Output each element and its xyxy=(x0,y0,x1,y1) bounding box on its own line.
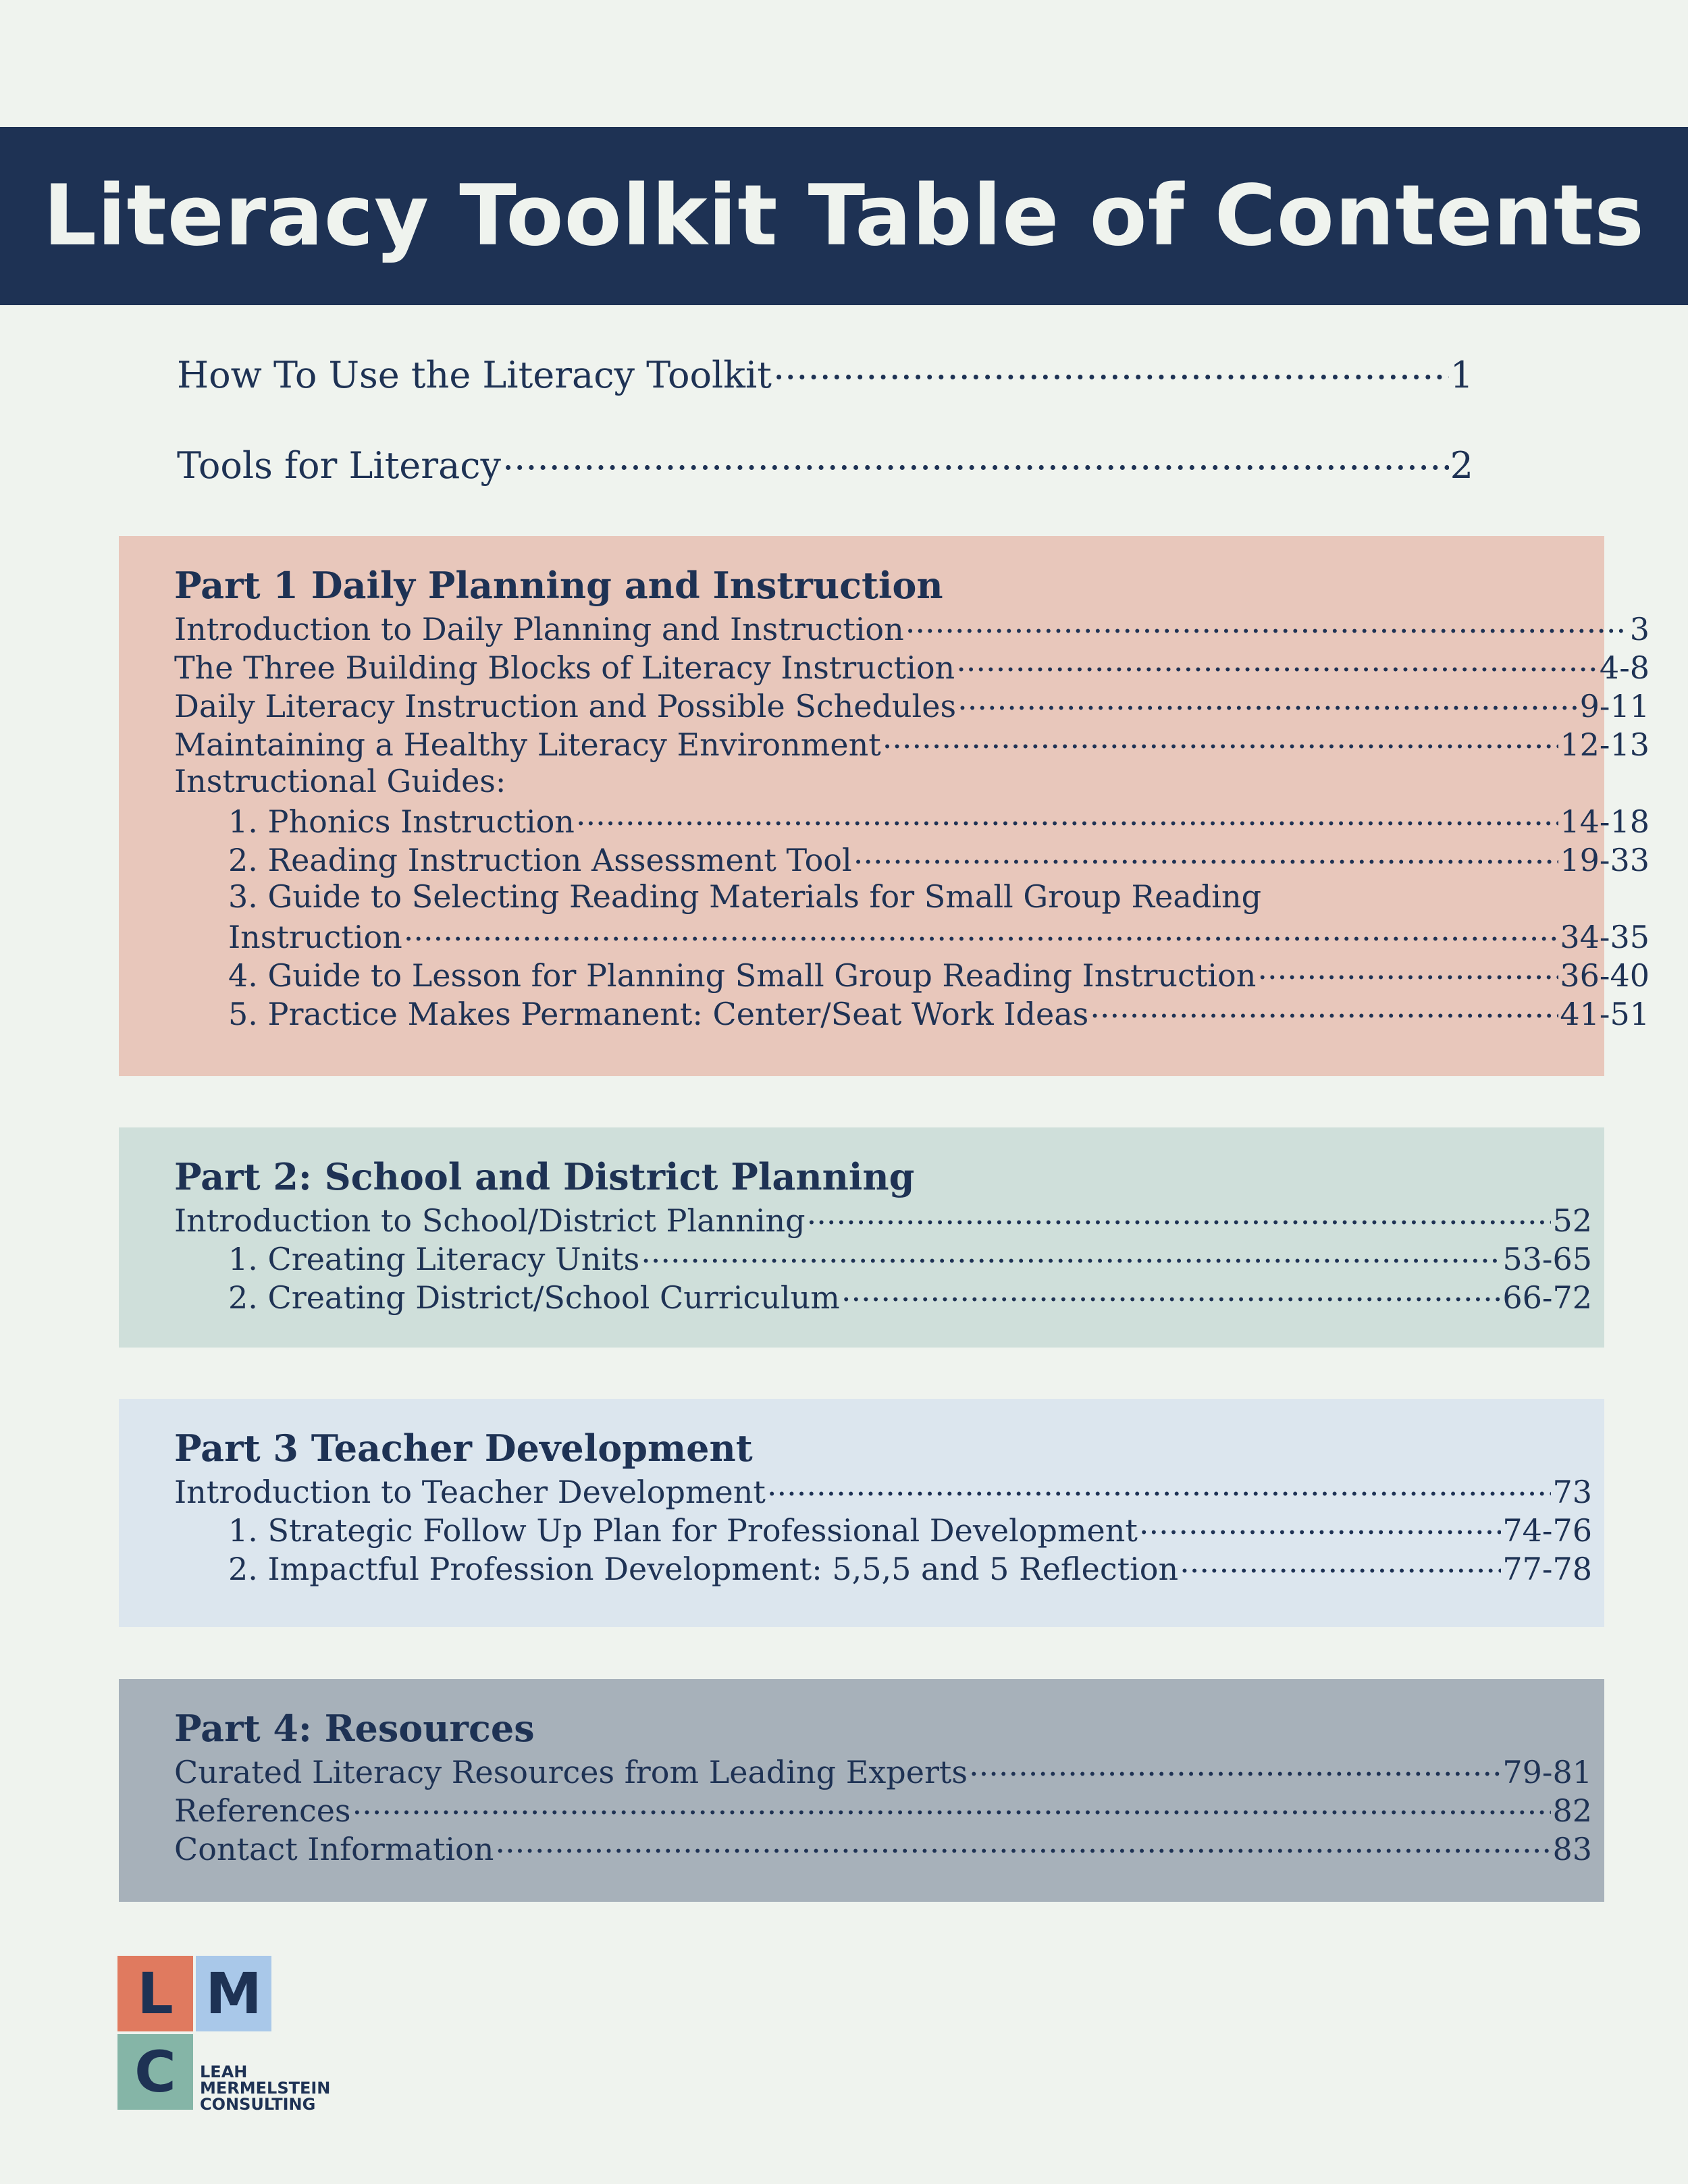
toc-page: 2 xyxy=(1450,444,1473,487)
logo-tile-c: C xyxy=(117,2034,193,2110)
part-1-section xyxy=(119,536,1650,1076)
dot-leader xyxy=(853,840,1559,871)
toc-label: The Three Building Blocks of Literacy Instruction xyxy=(174,649,955,686)
dot-leader xyxy=(882,724,1559,755)
part-3-entries xyxy=(174,1472,1592,1587)
toc-subentry[interactable] xyxy=(174,1239,1592,1277)
dot-leader xyxy=(841,1277,1502,1308)
toc-page: 3 xyxy=(1629,611,1650,647)
part-4-entries xyxy=(174,1752,1592,1867)
logo-name-line: CONSULTING xyxy=(200,2095,316,2114)
part-2-heading: Part 2: School and District Planning xyxy=(174,1155,915,1198)
dot-leader xyxy=(352,1790,1552,1821)
dot-leader xyxy=(641,1239,1501,1270)
part-2-entries xyxy=(174,1200,1592,1316)
dot-leader xyxy=(957,686,1579,717)
toc-label: Introduction to Daily Planning and Instruction xyxy=(174,611,904,647)
toc-page: 36-40 xyxy=(1560,957,1650,994)
toc-entry[interactable] xyxy=(174,1200,1592,1239)
toc-page: 73 xyxy=(1552,1474,1592,1510)
toc-label: Maintaining a Healthy Literacy Environment xyxy=(174,726,881,763)
toc-label: 2. Creating District/School Curriculum xyxy=(228,1279,840,1316)
toc-label: Curated Literacy Resources from Leading Experts xyxy=(174,1754,968,1790)
toc-label: 1. Creating Literacy Units xyxy=(228,1241,640,1277)
part-3-heading: Part 3 Teacher Development xyxy=(174,1427,753,1470)
toc-subentry-continuation[interactable] xyxy=(174,917,1650,955)
toc-page: 41-51 xyxy=(1560,996,1650,1032)
logo-tile-m: M xyxy=(196,1956,271,2031)
toc-label: Tools for Literacy xyxy=(177,444,502,487)
toc-label: How To Use the Literacy Toolkit xyxy=(177,354,772,396)
toc-entry[interactable] xyxy=(174,724,1650,763)
toc-page: 74-76 xyxy=(1502,1512,1592,1549)
toc-page: 19-33 xyxy=(1560,842,1650,878)
toc-subentry[interactable] xyxy=(174,994,1650,1032)
toc-entry[interactable] xyxy=(174,1472,1592,1510)
dot-leader xyxy=(969,1752,1501,1783)
toc-subentry[interactable] xyxy=(174,801,1650,840)
toc-subentry-label[interactable]: 3. Guide to Selecting Reading Materials for Small Group Reading xyxy=(228,878,1262,915)
toc-label: Daily Literacy Instruction and Possible Schedules xyxy=(174,688,957,724)
logo-name-line: LEAH xyxy=(200,2062,248,2081)
toc-label: 1. Phonics Instruction xyxy=(228,803,575,840)
toc-label: Introduction to Teacher Development xyxy=(174,1474,766,1510)
dot-leader xyxy=(767,1472,1552,1503)
part-4-heading: Part 4: Resources xyxy=(174,1707,535,1750)
toc-page: 12-13 xyxy=(1560,726,1650,763)
toc-entry[interactable] xyxy=(174,647,1650,686)
logo-tile-l: L xyxy=(117,1956,193,2031)
toc-page: 77-78 xyxy=(1502,1551,1592,1587)
toc-entry[interactable] xyxy=(174,1752,1592,1790)
toc-label: 1. Strategic Follow Up Plan for Professional Development xyxy=(228,1512,1138,1549)
toc-subentry[interactable] xyxy=(174,955,1650,994)
toc-label: 2. Reading Instruction Assessment Tool xyxy=(228,842,852,878)
part-1-entries xyxy=(174,609,1650,1032)
toc-page: 4-8 xyxy=(1599,649,1650,686)
toc-label: 2. Impactful Profession Development: 5,5,5 and 5 Reflection xyxy=(228,1551,1179,1587)
dot-leader xyxy=(807,1200,1552,1231)
page-title: Literacy Toolkit Table of Contents xyxy=(43,167,1645,265)
toc-subentry[interactable] xyxy=(174,1510,1592,1549)
toc-entry-how-to-use[interactable] xyxy=(177,351,1473,402)
instructional-guides-label: Instructional Guides: xyxy=(174,763,506,799)
dot-leader xyxy=(905,609,1629,640)
toc-page: 83 xyxy=(1552,1831,1592,1867)
toc-page: 79-81 xyxy=(1502,1754,1592,1790)
toc-entry-tools[interactable] xyxy=(177,442,1473,493)
toc-entry[interactable] xyxy=(174,1790,1592,1829)
toc-label: 4. Guide to Lesson for Planning Small Group Reading Instruction xyxy=(228,957,1257,994)
toc-page: 52 xyxy=(1552,1202,1592,1239)
logo-name-line: MERMELSTEIN xyxy=(200,2079,331,2098)
dot-leader xyxy=(502,442,1449,478)
dot-leader xyxy=(956,647,1598,678)
dot-leader xyxy=(1090,994,1558,1025)
part-1-heading: Part 1 Daily Planning and Instruction xyxy=(174,564,943,607)
toc-subentry[interactable] xyxy=(174,1277,1592,1316)
toc-page: 66-72 xyxy=(1502,1279,1592,1316)
toc-label: Instruction xyxy=(228,919,402,955)
toc-page: 53-65 xyxy=(1502,1241,1592,1277)
title-banner xyxy=(0,127,1688,305)
intro-list xyxy=(177,351,1473,532)
toc-page: 82 xyxy=(1552,1792,1592,1829)
part-2-section xyxy=(119,1127,1604,1348)
toc-page: 14-18 xyxy=(1560,803,1650,840)
toc-subentry[interactable] xyxy=(174,840,1650,878)
dot-leader xyxy=(773,351,1449,388)
toc-entry[interactable] xyxy=(174,1829,1592,1867)
toc-page: 1 xyxy=(1450,354,1473,396)
toc-label: References xyxy=(174,1792,351,1829)
dot-leader xyxy=(1180,1549,1501,1580)
dot-leader xyxy=(404,917,1559,948)
toc-subentry[interactable] xyxy=(174,1549,1592,1587)
toc-page: 34-35 xyxy=(1560,919,1650,955)
toc-entry[interactable] xyxy=(174,609,1650,647)
toc-label: Contact Information xyxy=(174,1831,494,1867)
part-4-section xyxy=(119,1679,1604,1902)
dot-leader xyxy=(576,801,1558,832)
dot-leader xyxy=(495,1829,1551,1860)
toc-entry[interactable] xyxy=(174,686,1650,724)
part-3-section xyxy=(119,1399,1604,1627)
toc-label: Introduction to School/District Planning xyxy=(174,1202,806,1239)
toc-label: 5. Practice Makes Permanent: Center/Seat Work Ideas xyxy=(228,996,1089,1032)
dot-leader xyxy=(1257,955,1558,986)
logo-company-name xyxy=(200,2064,348,2112)
dot-leader xyxy=(1139,1510,1501,1541)
toc-page: 9-11 xyxy=(1579,688,1650,724)
